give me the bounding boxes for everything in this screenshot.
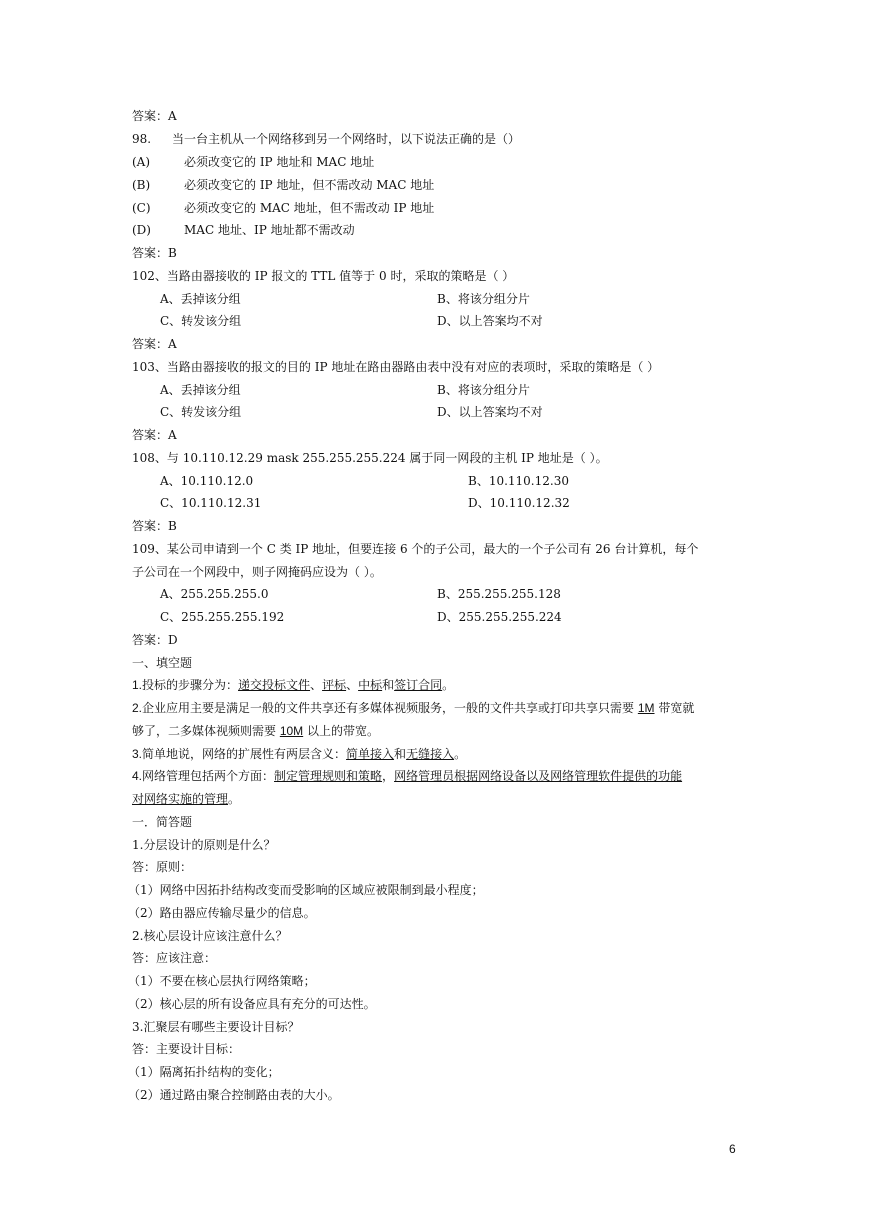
- q103-stem: 103、当路由器接收的报文的目的 IP 地址在路由器路由表中没有对应的表项时，采取的策略是（ ）: [132, 360, 660, 374]
- q103-option-b: B、将该分组分片: [437, 383, 530, 397]
- q109-stem-line1: 109、某公司申请到一个 C 类 IP 地址，但要连接 6 个的子公司，最大的一个子公司有 26 台计算机，每个: [132, 542, 699, 556]
- q98-option-d-label: (D): [132, 223, 151, 237]
- fill-item-1-number: 1.: [132, 678, 143, 692]
- fill-item-1-text: 投标的步骤分为：: [142, 678, 239, 692]
- fill-item-4-blank-2-cont: 对网络实施的管理: [132, 792, 229, 806]
- fill-item-4-line1: [132, 769, 682, 783]
- fill-item-4-end: 。: [228, 792, 241, 806]
- q108-option-c: C、10.110.12.31: [160, 496, 262, 510]
- short-q3: 3.汇聚层有哪些主要设计目标？: [132, 1020, 300, 1034]
- fill-item-4-text: 网络管理包括两个方面：: [142, 769, 275, 783]
- fill-item-4-number: 4.: [132, 769, 143, 783]
- q102-option-d: D、以上答案均不对: [437, 314, 543, 328]
- fill-item-2-text-4: 以上的带宽。: [303, 724, 379, 738]
- fill-item-3-number: 3.: [132, 747, 143, 761]
- short-a3: 答：主要设计目标：: [132, 1042, 241, 1056]
- q109-stem-line2: 子公司在一个网段中，则子网掩码应设为（ ）。: [132, 565, 382, 579]
- q108-option-d: D、10.110.12.32: [468, 496, 570, 510]
- fill-item-1-conj: 和: [382, 678, 395, 692]
- fill-item-2-blank-1: 1M: [637, 701, 655, 715]
- fill-item-1-end: 。: [442, 678, 455, 692]
- short-q1: 1.分层设计的原则是什么？: [132, 838, 276, 852]
- short-a1: 答：原则：: [132, 860, 193, 874]
- page-number: 6: [729, 1142, 736, 1156]
- fill-item-2-line2: [132, 724, 379, 738]
- q103-option-c: C、转发该分组: [160, 405, 242, 419]
- fill-item-2-text-2: 带宽就: [654, 701, 695, 715]
- short-q2: 2.核心层设计应该注意什么？: [132, 929, 288, 943]
- fill-item-1: [132, 678, 454, 692]
- short-a3-point1: （1）隔离拓扑结构的变化；: [128, 1065, 280, 1079]
- q108-answer: 答案：B: [132, 519, 177, 533]
- q109-option-c: C、255.255.255.192: [160, 610, 285, 624]
- q108-option-b: B、10.110.12.30: [468, 474, 569, 488]
- q98-option-b-label: (B): [132, 178, 151, 192]
- fill-item-4-line2: [132, 792, 240, 806]
- q98-option-c: 必须改变它的 MAC 地址，但不需改动 IP 地址: [184, 201, 435, 215]
- q98-answer: 答案：B: [132, 246, 177, 260]
- fill-section-heading: 一、填空题: [132, 656, 193, 670]
- short-a1-point2: （2）路由器应传输尽量少的信息。: [128, 906, 316, 920]
- short-a2: 答：应该注意：: [132, 951, 217, 965]
- q108-option-a: A、10.110.12.0: [160, 474, 254, 488]
- fill-item-1-sep: 、: [346, 678, 359, 692]
- fill-item-2-line1: [132, 701, 694, 715]
- q103-option-a: A、丢掉该分组: [160, 383, 241, 397]
- fill-item-4-blank-2: 网络管理员根据网络设备以及网络管理软件提供的功能: [394, 769, 683, 783]
- q98-option-c-label: (C): [132, 201, 151, 215]
- fill-item-1-blank-2: 评标: [322, 678, 347, 692]
- q108-stem: 108、与 10.110.12.29 mask 255.255.255.224 属于同一网段的主机 IP 地址是（ ）。: [132, 451, 608, 465]
- q103-answer: 答案：A: [132, 428, 177, 442]
- q97-answer: 答案：A: [132, 109, 177, 123]
- q103-option-d: D、以上答案均不对: [437, 405, 543, 419]
- fill-item-3: [132, 747, 466, 761]
- short-a1-point1: （1）网络中因拓扑结构改变而受影响的区域应被限制到最小程度；: [128, 883, 484, 897]
- fill-item-2-text-3: 够了，二多媒体视频则需要: [132, 724, 280, 738]
- fill-item-3-text: 简单地说，网络的扩展性有两层含义：: [142, 747, 347, 761]
- fill-item-2-number: 2.: [132, 701, 143, 715]
- fill-item-3-conj: 和: [394, 747, 407, 761]
- fill-item-2-text: 企业应用主要是满足一般的文件共享还有多媒体视频服务，一般的文件共享或打印共享只需要: [142, 701, 638, 715]
- q102-stem: 102、当路由器接收的 IP 报文的 TTL 值等于 0 时，采取的策略是（ ）: [132, 269, 515, 283]
- q102-answer: 答案：A: [132, 337, 177, 351]
- fill-item-4-blank-1: 制定管理规则和策略: [274, 769, 383, 783]
- fill-item-3-end: 。: [454, 747, 467, 761]
- q102-option-a: A、丢掉该分组: [160, 292, 241, 306]
- fill-item-2-blank-2: 10M: [279, 724, 304, 738]
- fill-item-1-blank-3: 中标: [358, 678, 383, 692]
- short-a2-point2: （2）核心层的所有设备应具有充分的可达性。: [128, 997, 376, 1011]
- fill-item-1-sep: 、: [310, 678, 323, 692]
- q98-option-d: MAC 地址、IP 地址都不需改动: [184, 223, 355, 237]
- q98-option-a: 必须改变它的 IP 地址和 MAC 地址: [184, 155, 375, 169]
- q109-option-b: B、255.255.255.128: [437, 587, 561, 601]
- fill-item-4-sep: ，: [382, 769, 395, 783]
- q98-option-a-label: (A): [132, 155, 151, 169]
- short-a3-point2: （2）通过路由聚合控制路由表的大小。: [128, 1088, 340, 1102]
- q109-answer: 答案：D: [132, 633, 178, 647]
- q102-option-b: B、将该分组分片: [437, 292, 530, 306]
- q98-number: 98.: [132, 132, 152, 146]
- fill-item-1-blank-1: 递交投标文件: [238, 678, 311, 692]
- short-a2-point1: （1）不要在核心层执行网络策略；: [128, 974, 316, 988]
- fill-item-3-blank-1: 简单接入: [346, 747, 395, 761]
- q109-option-a: A、255.255.255.0: [160, 587, 269, 601]
- short-section-heading: 一．简答题: [132, 815, 193, 829]
- fill-item-1-blank-4: 签订合同: [394, 678, 443, 692]
- q102-option-c: C、转发该分组: [160, 314, 242, 328]
- q109-option-d: D、255.255.255.224: [437, 610, 562, 624]
- q98-option-b: 必须改变它的 IP 地址，但不需改动 MAC 地址: [184, 178, 435, 192]
- fill-item-3-blank-2: 无缝接入: [406, 747, 455, 761]
- q98-stem: 当一台主机从一个网络移到另一个网络时，以下说法正确的是（）: [172, 132, 521, 146]
